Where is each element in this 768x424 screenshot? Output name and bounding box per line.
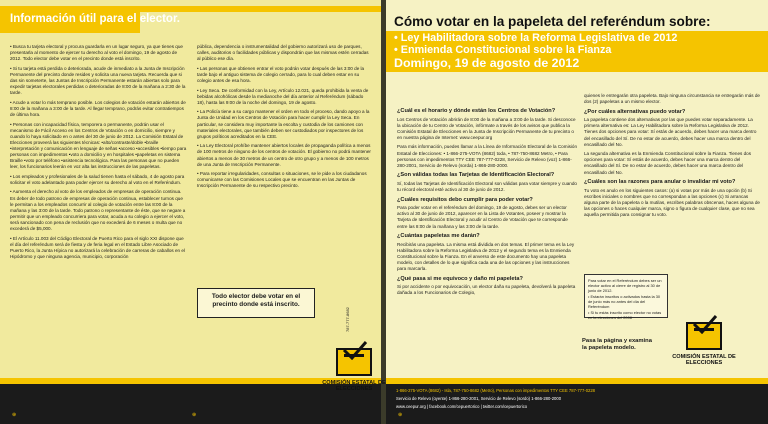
faq-question: ¿Por cuáles alternativas puedo votar? <box>584 108 686 115</box>
page-mark-icon: ⊕ <box>398 412 403 418</box>
paragraph: pública, dependencia o instrumentalidad del gobierno autorizará uso de parques, calles, auditorios o facilidades públicas y dispondrán que las mismas estén cerradas al público ese día. <box>197 44 369 62</box>
paragraph: • Personas con incapacidad física, temporera o permanente, podrán usar el mecanismo de Fácil Acceso en los Centros de Votación o en domicilio, siempre y cuando lo haya solicitado en o antes del 30 de junio de 2012. La Comisión Estatal de Elecciones proveerá las siguientes técnicas: •alto/contraste/doble •braille •interpretación y comunicación en lenguaje de señas •acceso •accesibles •tiempo para personas con impedimentos •voto a domicilio y en hospitales •papeletas en sistema Braille •voto por teléfono •asistencia tecnológica. Para las personas que no pueden leer, los funcionarios leerán en voz alta las instrucciones de las papeletas. <box>10 121 187 170</box>
turn-page-note: Pasa la página y examina la papeleta modelo. <box>582 338 652 352</box>
faq-answer: Los Centros de Votación abrirán de 8:00 de la mañana a 3:00 de la tarde. Si desconoce la ubicación de tu Centro de Votación, infórmate a través de los avisos que publica la Comisión Estatal de Elecciones en la Junta de Inscripción Permanente de tu precinto o en nuestra página de Internet: www.ceepur.org <box>397 116 576 140</box>
faq-question: ¿Cuáles requisitos debo cumplir para poder votar? <box>397 196 533 203</box>
faq-answer: Si por accidente o por equivocación, un elector daña su papeleta, devolverá la papeleta dañada a los Funcionarios de Colegio, <box>397 284 576 296</box>
faq-question: ¿Son válidas todas las Tarjetas de Identificación Electoral? <box>397 172 555 179</box>
faq-question: ¿Cuántas papeletas me darán? <box>397 233 480 240</box>
faq-answer: Sí, todas las Tarjetas de Identificación Electoral son válidas para votar siempre y cuando tu récord electoral esté activo al 30 de junio de 2012. <box>397 180 577 193</box>
checkmark-icon <box>342 340 368 360</box>
referendum-date: Domingo, 19 de agosto de 2012 <box>394 56 580 70</box>
paragraph: • Busca tu tarjeta electoral y procura guardarla en un lugar seguro, ya que tienes que presentarla al momento de ejercer tu derecho al voto el domingo, 19 de agosto de 2012. Todo elector debe votar en el precinto donde está inscrito. <box>10 44 183 62</box>
paragraph: • Acude a votar lo más temprano posible. Los colegios de votación estarán abiertos de 8:00 de la mañana a 3:00 de la tarde. Al llegar temprano, podrás evitar contratiempos de última hora. <box>10 99 186 117</box>
eligibility-box <box>584 274 668 318</box>
faq-answer: Tu voto es anulo en los siguientes casos: (a) si votas por más de una opción (b) Si escribes iniciales o nombres que no correspondan a las opciones (c) Si arrancas alguna parte de la papeleta o la mutilas, escribes palabras obscenas, haces alguna de las opciones o haces cualquier marca, signo o figura de cualquier clase, que no sea aquella permitida para consignar tu voto. <box>584 187 760 218</box>
right-column-2 <box>584 93 760 269</box>
footer-relay: Servicio de Relevo (oyente) 1-866-280-2001, Servicio de Relevo (sordo) 1-866-280-2000 <box>396 396 562 401</box>
topic-2: • Enmienda Constitucional sobre la Fianza <box>394 44 612 56</box>
right-title-band <box>386 31 768 72</box>
eligibility-line: Para votar en el Referéndum debes ser un elector activo al cierre de registro al 30 de junio de 2012. <box>588 278 662 293</box>
checkmark-icon <box>692 314 718 334</box>
cee-logo-name: COMISIÓN ESTATAL DE ELECCIONES <box>672 354 736 367</box>
faq-answer: La papeleta contiene dos alternativas por las que puedes votar separadamente. La primera alternativa es: La Ley Habilitadora sobre la Reforma Legislativa de 2012. Tienes dos opciones para votar: Sí estás de acuerdo, debes hacer una marca dentro del encasillado del Sí. De no estar de acuerdo, debes hacer una marca dentro del encasillado del No. <box>584 117 757 147</box>
paragraph: • La Policía tiene a su cargo mantener el orden en todo el proceso, dando apoyo a la Junta de Unidad en los Centros de Votación para hacer cumplir la Ley Seca. En particular, se considera muy importante la escolta y custodia de los camiones con materiales electorales, que también deben ser custodiados por inspectores de los grupos políticos acreditados en la CEE. <box>197 109 370 139</box>
paragraph: • La Ley Electoral prohíbe mantener abiertos locales de propaganda política a menos de 100 metros de ninguno de los centros de votación. El gobierno no podrá mantener abiertos a menos de 30 metros de un centro de otro grupo y a menos de 100 metros de una Junta de Inscripción Permanente. <box>197 143 371 167</box>
paragraph: • El Artículo 11.003 del Código Electoral de Puerto Rico para el siglo XXI dispone que el día del referéndum será de fiesta y de feria legal en el Estado Libre Asociado de Puerto Rico, la Junta Hípica no autorizará la celebración de carreras de caballos en el Hipódromo y que ninguna agencia, municipio, corporación <box>10 235 185 259</box>
faq-answer: Recibirás una papeleta. La misma está dividida en dos temas. El primer tema es la Ley Habilitadora sobre la Reforma Legislativa de 2012 y el segundo tema es la Enmienda Constitucional sobre la Fianza. En el anverso de este documento hay una papeleta modelo, con detalles de lo que significa cada una de las opciones y las instrucciones para marcarla. <box>397 241 575 272</box>
paragraph: • Las personas que obtienen entrar el voto podrán votar después de las 3:00 de la tarde bajo el antiguo sistema de colegio cerrado, para lo cual deben estar en su colegio antes de esa hora. <box>197 65 365 83</box>
eligibility-line: • Estarán inscritos o activados hasta la 30 de junio más no antes del día del Referéndum <box>588 294 661 309</box>
faq-answer: quienes le entregarán otra papeleta. Bajo ninguna circunstancia se entregarán más de dos (2) papeletas a un mismo elector. <box>584 93 760 105</box>
paragraph: • Aumenta el derecho al voto de los empleados de empresas de operación continua. Es deber de todo patrono de empresas de operación continua, establecer turnos que le permitan a los empleados concurrir al colegio de votación entre las 8:00 de la mañana y las 3:00 de la tarde. Todo patrono o representante de éste, que se negare a permitir que un empleado concurriera para votar, acuda a su colegio a ejercer el voto, será sancionado con pena de reclusión que no excederá de 6 meses o multa que no excederá de $5,000. <box>10 189 186 232</box>
faq-question: ¿Qué pasa si me equivoco y daño mi papeleta? <box>397 275 523 282</box>
cee-logo-name: COMISIÓN ESTATAL DE ELECCIONES <box>322 380 386 393</box>
right-title-block <box>386 14 768 72</box>
paragraph: • Para reportar irregularidades, consultas o situaciones, se le pide a los ciudadanos comunicarse con las Comisiones Locales que se encuentran en las Juntas de Inscripción Permanente de su respectivo precinto. <box>197 171 367 189</box>
paragraph: • Si tu tarjeta está perdida o deteriorada, acude de inmediato a la Junta de Inscripción Permanente del precinto donde resides y solicita una nueva tarjeta. Recuerda que si das sin someterte, las Juntas de Inscripción Permanente estarán abiertas solo para expedir tarjetas electorales perdidas o deterioradas de 8:00 de la mañana a 2:30 de la tarde. <box>10 65 186 96</box>
faq-question: ¿Cuáles son las razones para anular o invalidar mi voto? <box>584 179 736 186</box>
left-title-banner <box>0 6 180 33</box>
precinct-note: Todo elector debe votar en el precinto donde está inscrito. <box>197 288 315 318</box>
paragraph: • Los empleados y profesionales de la salud tienen hasta el sábado, 4 de agosto para solicitar el voto adelantado para poder ejercer su derecho al voto en el Referéndum. <box>10 173 185 185</box>
faq-question: ¿Cuál es el horario y dónde están los Centros de Votación? <box>397 108 556 114</box>
page-mark-icon: ⊕ <box>192 412 197 418</box>
eligibility-line: • Si tu estás inscrito como elector no votas en la elecciones del 2008 <box>588 310 662 320</box>
left-top-stripe <box>140 6 381 12</box>
faq-answer: La segunda alternativa es la Enmienda Constitucional sobre la Fianza. Tienes dos opciones para votar: Sí estás de acuerdo, debes hacer una marca dentro del encasillado del Sí. De no estar de acuerdo, debes hacer una marca dentro del encasillado del No. <box>584 151 752 175</box>
page-mark-icon: ⊕ <box>12 412 17 418</box>
paragraph: • Ley Seca. De conformidad con la Ley, Artículo 12.021, queda prohibida la venta de bebidas alcohólicas desde la medianoche del día anterior al Referéndum (sábado 18), hasta las 9:00 de la noche del domingo, 19 de agosto. <box>197 87 369 105</box>
right-page-title: Cómo votar en la papeleta del referéndum sobre: <box>394 14 711 29</box>
topic-1: • Ley Habilitadora sobre la Reforma Legislativa de 2012 <box>394 32 678 44</box>
footer-phones: 1-866-275-VOTA (8682) - Isla, 787-750-8682 (Metro), Personas con impedimentos TTY CEE 787-777-0228 <box>396 388 596 393</box>
left-column-2 <box>197 44 371 280</box>
left-page-title: Información útil para el elector. <box>10 13 180 25</box>
cee-logo <box>672 314 736 372</box>
faq-answer: Para más información, puedes llamar a la Línea de Información Electoral de la Comisión Estatal de Elecciones: • 1-866-275-VOTA (8682) toda, • 787-750-8682 Metro, • Para personas con impedimentos TTY CEE 787-777-0228, Servicio de Relevo (voz) 1-866-280-2001, Servicio de Relevo (sorda) 1-866-280-2000. <box>397 144 578 168</box>
footer-web: www.ceepur.org | facebook.com/cepuertorico | twitter.com/cepuertorico <box>396 404 528 409</box>
faq-answer: Para poder votar en el referéndum del domingo, 19 de agosto, debes ser un elector activo al 30 de junio de 2012, aparecer en la Lista de Votantes, poseer y mostrar la Tarjeta de Identificación Electoral y acudir al Centro de Votación que te corresponde entre las 8:00 de la mañana y las 3:00 de la tarde. <box>397 205 568 229</box>
left-column-1 <box>10 44 187 374</box>
left-phone-number: 787-777-8682 <box>345 307 350 332</box>
right-column-1 <box>397 108 579 378</box>
cee-logo <box>322 340 386 398</box>
